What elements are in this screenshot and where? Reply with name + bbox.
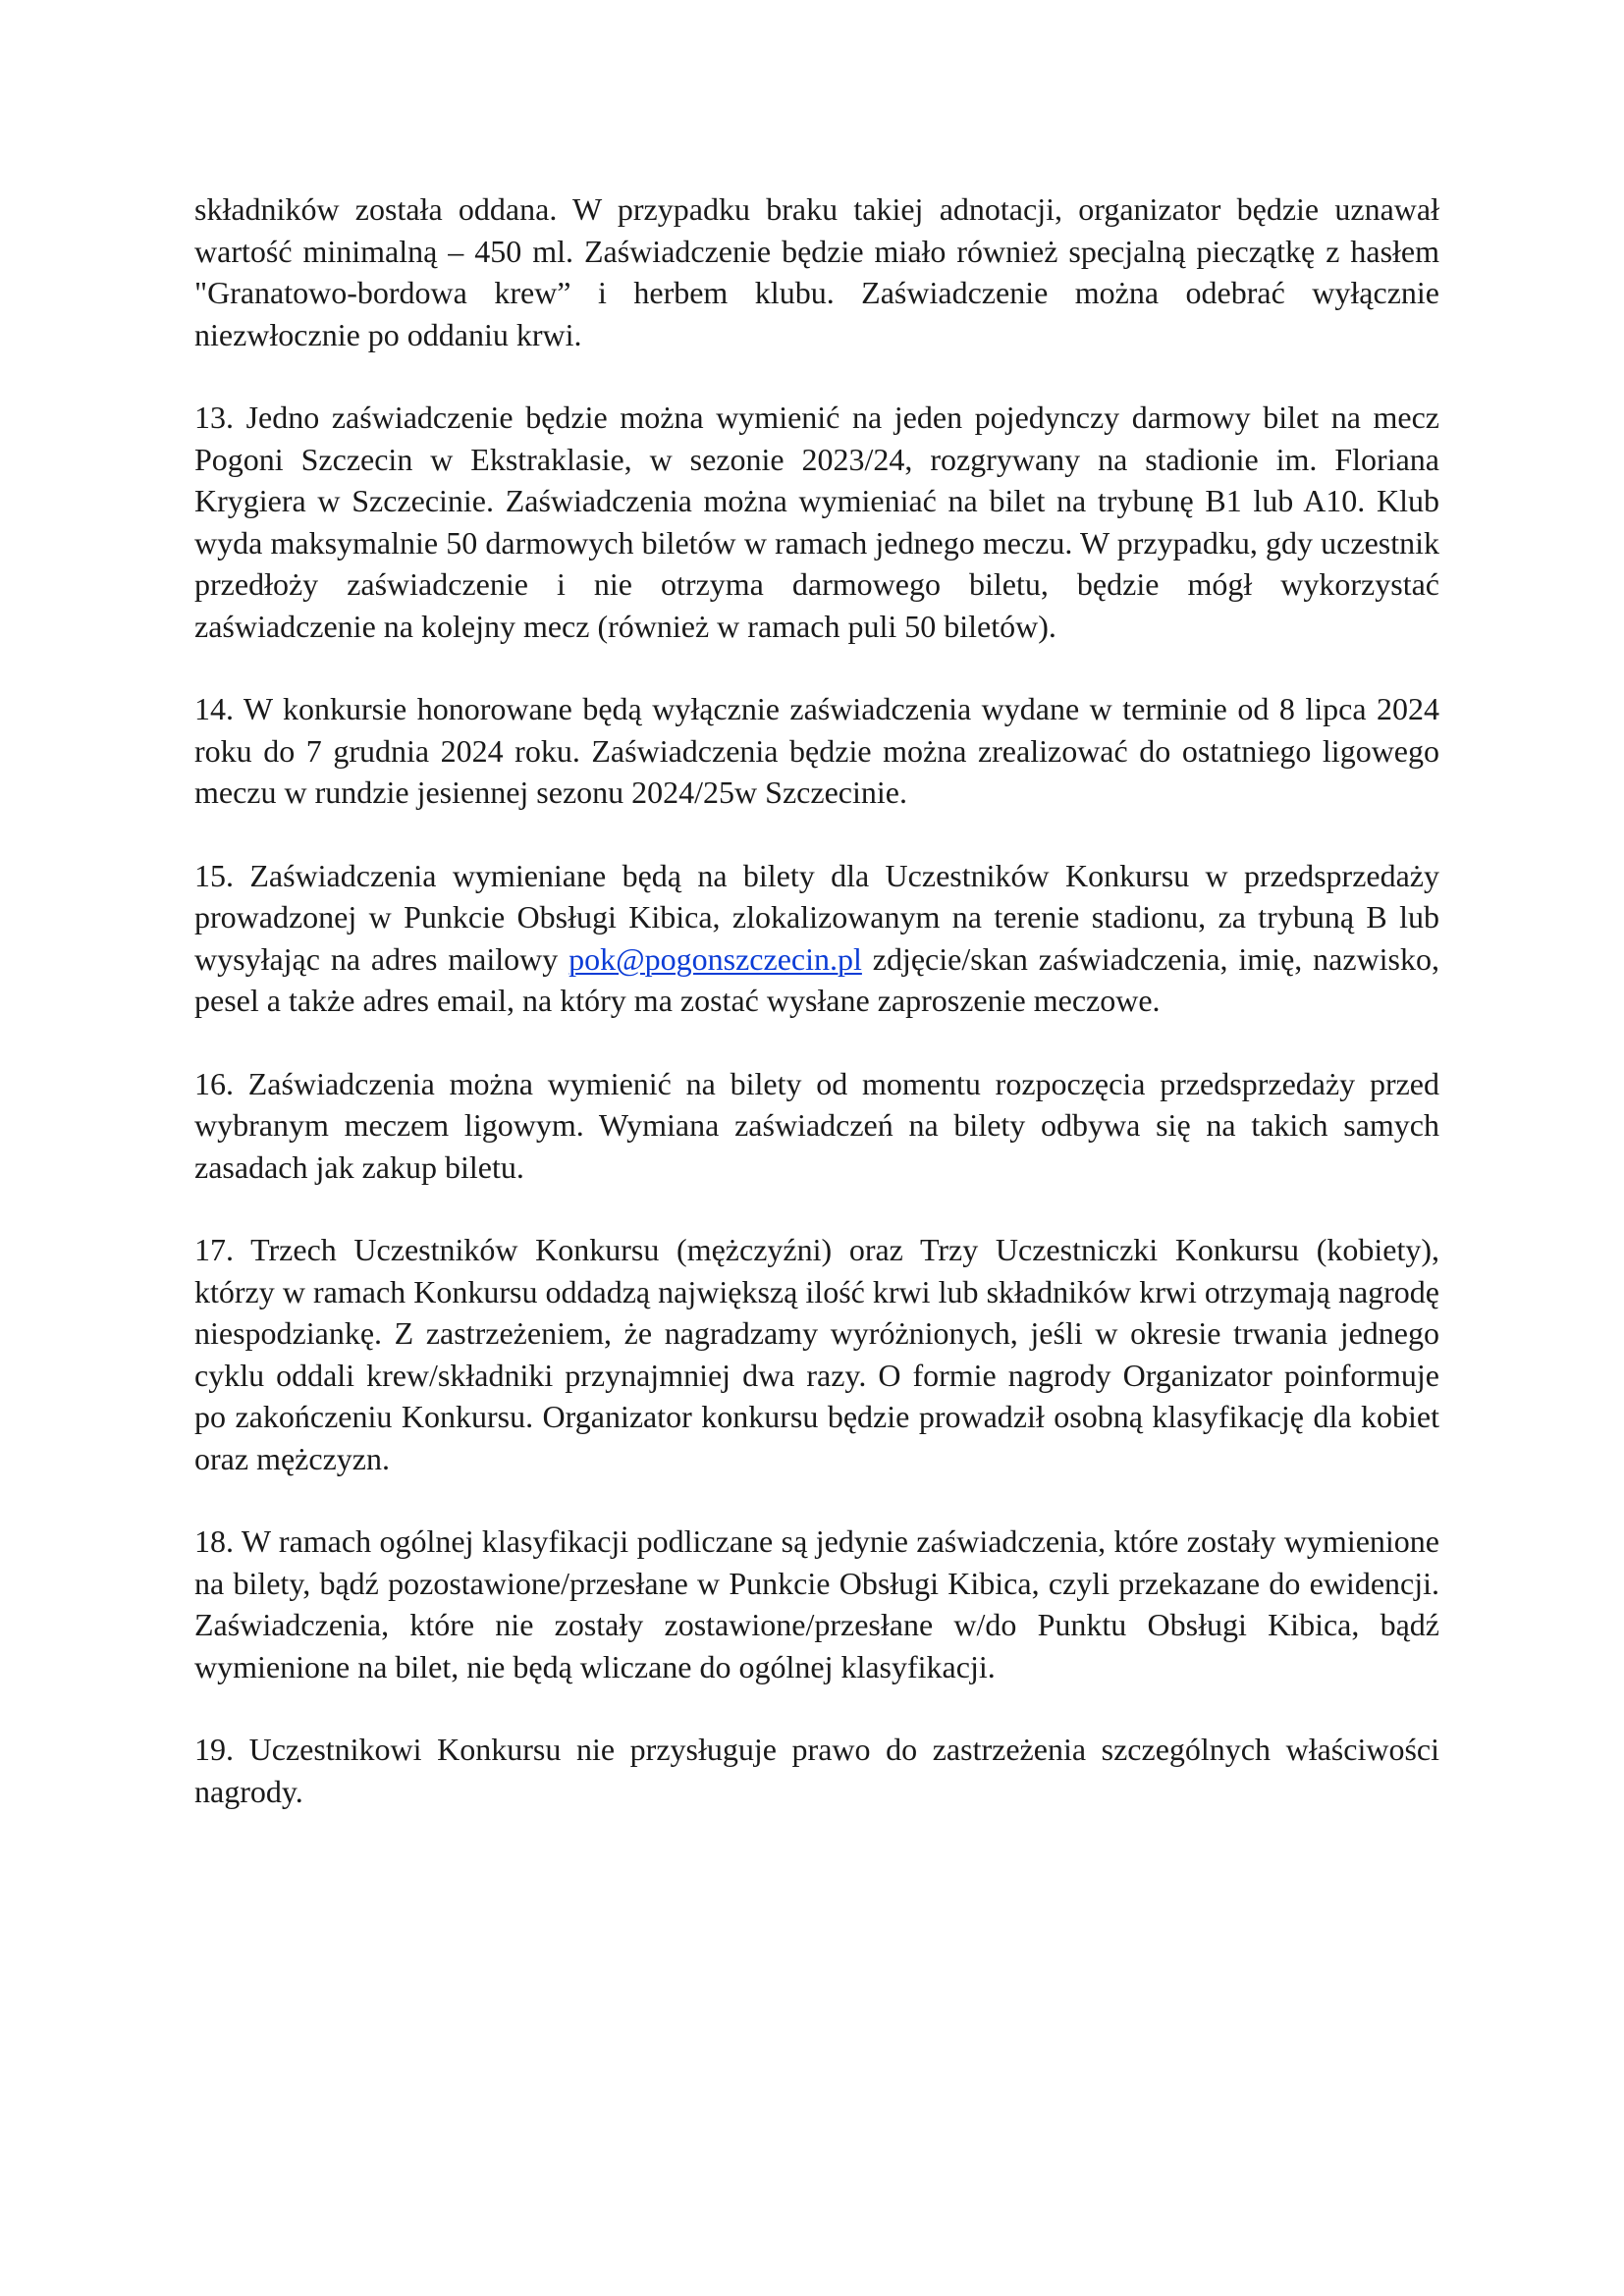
paragraph-15-text-before-link: 15. Zaświadczenia wymieniane będą na bilety dla Uczestników Konkursu w przedsprzedaży prowadzonej w Punkcie Obsługi Kibica, zlokalizowanym na terenie stadionu, za trybuną B lub wysyłając na adres mailowy: [194, 857, 1439, 977]
paragraph-15-text-after-link: zdjęcie/skan zaświadczenia, imię, nazwisko, pesel a także adres email, na który ma zostać wysłane zaproszenie meczowe.: [194, 940, 1440, 1018]
paragraph-19: 19. Uczestnikowi Konkursu nie przysługuje prawo do zastrzeżenia szczególnych właściwości nagrody.: [194, 1732, 1439, 1809]
paragraph-17: 17. Trzech Uczestników Konkursu (mężczyźni) oraz Trzy Uczestniczki Konkursu (kobiety), którzy w ramach Konkursu oddadzą największą ilość krwi lub składników krwi otrzymają nagrodę niespodziankę. Z zastrzeżeniem, że nagradzamy wyróżnionych, jeśli w okresie trwania jednego cyklu oddali krew/składniki przynajmniej dwa razy. O formie nagrody Organizator poinformuje po zakończeniu Konkursu. Organizator konkursu będzie prowadził osobną klasyfikację dla kobiet oraz mężczyzn.: [194, 1232, 1439, 1476]
paragraph-16: 16. Zaświadczenia można wymienić na bilety od momentu rozpoczęcia przedsprzedaży przed wybranym meczem ligowym. Wymiana zaświadczeń na bilety odbywa się na takich samych zasadach jak zakup biletu.: [194, 1065, 1439, 1185]
paragraph-14: 14. W konkursie honorowane będą wyłącznie zaświadczenia wydane w terminie od 8 lipca 2024 roku do 7 grudnia 2024 roku. Zaświadczenia będzie można zrealizować do ostatniego ligowego meczu w rundzie jesiennej sezonu 2024/25w Szczecinie.: [194, 691, 1439, 810]
paragraph-15: [194, 855, 1439, 1022]
paragraph-12-continued: składników została oddana. W przypadku braku takiej adnotacji, organizator będzie uznawał wartość minimalną – 450 ml. Zaświadczenie będzie miało również specjalną pieczątkę z hasłem "Granatowo-bordowa krew” i herbem klubu. Zaświadczenie można odebrać wyłącznie niezwłocznie po oddaniu krwi.: [194, 191, 1439, 352]
email-link[interactable]: pok@pogonszczecin.pl: [568, 940, 862, 977]
paragraph-18: 18. W ramach ogólnej klasyfikacji podliczane są jedynie zaświadczenia, które zostały wymienione na bilety, bądź pozostawione/przesłane w Punkcie Obsługi Kibica, czyli przekazane do ewidencji. Zaświadczenia, które nie zostały zostawione/przesłane w/do Punktu Obsługi Kibica, bądź wymienione na bilet, nie będą wliczane do ogólnej klasyfikacji.: [194, 1523, 1439, 1684]
paragraph-13: 13. Jedno zaświadczenie będzie można wymienić na jeden pojedynczy darmowy bilet na mecz Pogoni Szczecin w Ekstraklasie, w sezonie 2023/24, rozgrywany na stadionie im. Floriana Krygiera w Szczecinie. Zaświadczenia można wymieniać na bilet na trybunę B1 lub A10. Klub wyda maksymalnie 50 darmowych biletów w ramach jednego meczu. W przypadku, gdy uczestnik przedłoży zaświadczenie i nie otrzyma darmowego biletu, będzie mógł wykorzystać zaświadczenie na kolejny mecz (również w ramach puli 50 biletów).: [194, 400, 1439, 644]
document-page: [194, 188, 1439, 1853]
